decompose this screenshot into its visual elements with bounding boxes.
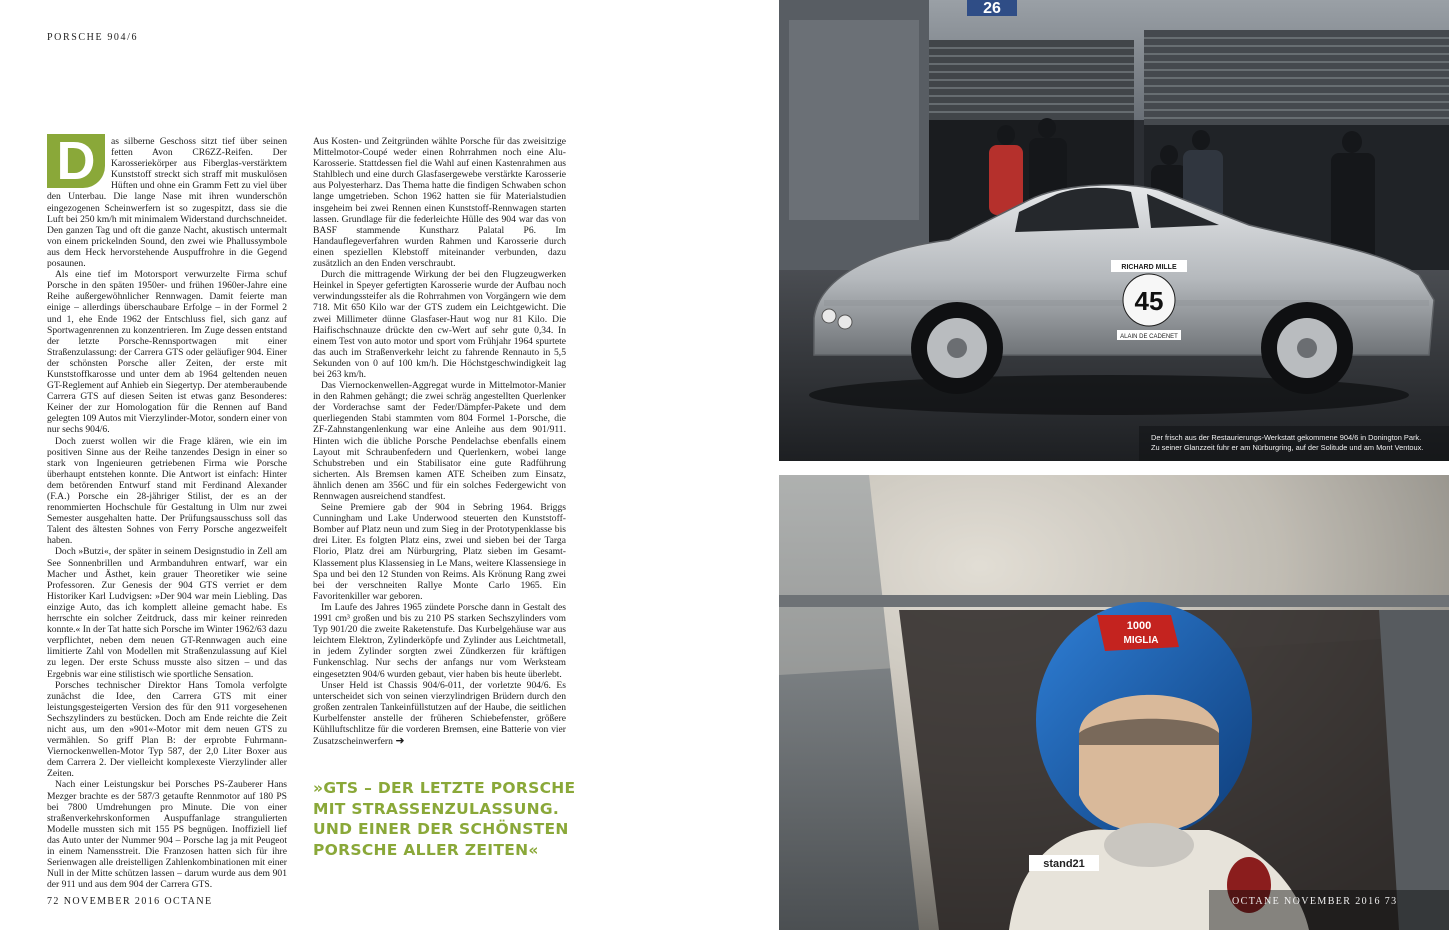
text-column-1 — [47, 131, 287, 891]
sponsor-label: RICHARD MILLE — [1121, 264, 1177, 271]
pull-quote-line: »GTS – DER LETZTE PORSCHE — [313, 779, 576, 797]
photo-caption — [1151, 433, 1441, 452]
helmet-badge-top: 1000 — [1126, 620, 1152, 632]
garage-number: 26 — [983, 0, 1001, 17]
paragraph: Das Viernockenwellen-Aggregat wurde in Mittelmotor-Manier in den Rahmen gehängt; die zwei schräg angestellten Querlenker der Vorderachse samt der Feder/Dämpfer-Pakete und dem querliegenden Stabi stammten vom 804 Formel 1-Porsche, die ZF-Zahnstangenlenkung war eine Anleihe aus dem 901/911. Hinten wich die übliche Porsche Pendelachse ebenfalls einem Layout mit Schraubenfedern und Querlenkern, wobei lange Schubstreben und ein Stabilisator eine gute Radführung sicherten. Als Bremsen kamen ATE Scheiben zum Einsatz, ähnlich denen am 356C und für ein solches Federgewicht von Rennwagen ausreichend standfest. — [313, 380, 566, 502]
pull-quote-line: PORSCHE ALLER ZEITEN« — [313, 840, 539, 859]
folio-right: OCTANE NOVEMBER 2016 73 — [1232, 896, 1398, 907]
paragraph-text: Unser Held ist Chassis 904/6-011, der vorletzte 904/6. Es unterscheidet sich von seinen vierzylindrigen Brüdern durch den großen zentralen Tankeinfüllstutzen auf der Haube, die seitlichen Kurbelfenster anstelle der früheren Schiebefenster, größere Kühlluftschlitze für die vorderen Bremsen, eine Batterie von vier Zusatzscheinwerfern — [313, 679, 566, 748]
driver-plate: ALAIN DE CADENET — [1120, 334, 1178, 340]
pull-quote-line: MIT STRASSENZULASSUNG. — [313, 799, 560, 818]
pull-quote — [313, 778, 583, 860]
race-number: 45 — [1134, 286, 1164, 316]
text-column-2 — [313, 136, 566, 747]
photo-illustration — [779, 475, 1449, 930]
suit-logo: stand21 — [1043, 858, 1085, 870]
photo-porsche-pit-garage — [779, 0, 1449, 461]
paragraph: Aus Kosten- und Zeitgründen wählte Porsche für das zweisitzige Mittelmotor-Coupé weder einen Rohrrahmen noch eine Alu-Karosserie. Stattdessen fiel die Wahl auf einen Kastenrahmen aus Stahlblech und eine durch Glasfasergewebe verstärkte Karosserie aus Polyesterharz. Das Thema hatte die findigen Schwaben schon lange umgetrieben. Schon 1962 hatten sie für Materialstudien insgeheim bei zwei Rennen einen Kunststoff-Rennwagen starten lassen. Grundlage für die federleichte Hülle des 904 war das von BASF stammende Kunstharz Palatal P6. Im Handauflegeverfahren wurden Rahmen und Karosserie durch einen speziellen Klebstoff miteinander verbunden, dazu zusätzlich an den Enden verschraubt. — [313, 136, 566, 270]
pull-quote-line: UND EINER DER SCHÖNSTEN — [313, 820, 569, 839]
photo-illustration — [779, 0, 1449, 461]
paragraph: Als eine tief im Motorsport verwurzelte Firma schuf Porsche in den späten 1950er- und frühen 1960er-Jahre eine Reihe außergewöhnlicher Rennwagen. Damit feierte man einige – allerdings überschaubare Erfolge – in der Formel 2 und 1, ehe Ende 1962 der Entschluss fiel, sich ganz auf Sportwagenrennen zu konzentrieren. Im Zuge dessen entstand der letzte Porsche-Rennsportwagen mit einer Straßenzulassung: der Carrera GTS oder geläufiger 904. Einer der schönsten Porsche aller Zeiten, der erste mit Kunststoffkarosse und unter dem ab 1964 geltenden neuen GT-Reglement auf Anhieb ein Siegertyp. Der atemberaubende Carrera GTS auf diesen Seiten ist etwas ganz Besonderes: Keiner der zur Homologation für die Rennen auf Band gelegten 109 Autos mit Vierzylinder-Motor, sondern einer von nur sechs 904/6. — [47, 269, 287, 436]
running-head: PORSCHE 904/6 — [47, 32, 139, 43]
paragraph: Porsches technischer Direktor Hans Tomola verfolgte zunächst die Idee, den Carrera GTS mit einer leistungsgesteigerten Version des für den 911 vorgesehenen Sechszylinders zu bestücken. Doch am Ende reichte die Zeit nicht aus, um den »901«-Motor mit dem neuen GTS zu vermählen. So griff Plan B: der erprobte Fuhrmann-Viernockenwellen-Motor Typ 587, der 2,0 Liter Boxer aus dem Carrera 2. Der vielleicht komplexeste Vierzylinder aller Zeiten. — [47, 679, 287, 780]
paragraph: Durch die mittragende Wirkung der bei den Flugzeugwerken Heinkel in Speyer gefertigten Karosserie wurde der Aufbau noch verwindungssteifer als die Rohrrahmen von Vorgängern wie dem 718. Mit 650 Kilo war der GTS zudem ein Leichtgewicht. Die zwei Millimeter dünne Glasfaser-Haut wog nur 81 Kilo. Die Haifischschnauze drückte den cw-Wert auf sehr gute 0,34. In einem Test von auto motor und sport vom Frühjahr 1964 spurtete das auch im Straßenverkehr leicht zu fahrende Rennauto in 5,5 Sekunden von 0 auf 100 km/h. Die Höchstgeschwindigkeit lag bei 263 km/h. — [313, 269, 566, 380]
continue-arrow-icon: ➜ — [395, 734, 405, 748]
caption-line: Zu seiner Glanzzeit fuhr er am Nürburgring, auf der Solitude und am Mont Ventoux. — [1151, 442, 1424, 452]
paragraph: Doch zuerst wollen wir die Frage klären, wie ein im positiven Sinne aus der Reihe tanzendes Design in einer so stark von Ingenieuren getriebenen Firma wie Porsche überhaupt entstehen konnte. Die Antwort ist einfach: Hinter dem betörenden Entwurf stand mit Ferdinand Alexander (F.A.) Porsche ein 28-jähriger Stilist, der es an der renommierten Hochschule für Gestaltung in Ulm nur zwei Semester ausgehalten hatte. Der Prüfungsausschuss soll das Talent des ältesten Sohnes von Ferry Porsche angezweifelt haben. — [47, 435, 287, 547]
paragraph: Nach einer Leistungskur bei Porsches PS-Zauberer Hans Mezger brachte es der 587/3 getaufte Rennmotor auf 180 PS bei 7800 Umdrehungen pro Minute. Die von einer straßenverkehrskonformen Auspuffanlage strangulierten Modelle mussten sich mit 155 PS begnügen. Inoffiziell lief das Auto unter der Nummer 904 – Porsche lag ja mit Peugeot in einem Namensstreit. Die Franzosen hatten sich für ihre Serienwagen alle dreistelligen Zahlenkombinationen mit einer Null in der Mitte schützen lassen – darum wurde aus dem 901 der 911 und aus dem 904 der Carrera GTS. — [47, 779, 287, 891]
photo-driver-helmet — [779, 475, 1449, 930]
paragraph-with-continue — [313, 680, 566, 748]
paragraph: as silberne Geschoss sitzt tief über seinen fetten Avon CR6ZZ-Reifen. Der Karosseriekörper aus Fiberglas-verstärktem Kunststoff streckt sich straff mit muskulösen Hüften und ohne ein Gramm Fett zu viel über den Unterbau. Die lange Nase mit ihren wunderschön eingezogenen Scheinwerfern ist so zugespitzt, dass sie die Luft bei 250 km/h mit minimalem Widerstand durchschneidet. Den ganzen Tag und oft die ganze Nacht, akustisch untermalt von einem prickelnden Sound, den zwei wie Phallussymbole aus dem Heck hervorstehende Auspuffrohre in die Gegend posaunen. — [47, 136, 287, 270]
folio-left: 72 NOVEMBER 2016 OCTANE — [47, 896, 213, 907]
drop-cap: D — [47, 134, 105, 188]
paragraph: Im Laufe des Jahres 1965 zündete Porsche dann in Gestalt des 1991 cm³ großen und bis zu 210 PS starken Sechszylinders vom Typ 901/20 die zweite Raketenstufe. Das Kurbelgehäuse war aus leichtem Elektron, Zylinderköpfe und Zylinder aus Leichtmetall, in jedem Zylinder sorgten zwei Zündkerzen für kräftigen Funkenschlag. Nur sechs der anfangs nur vom Werksteam eingesetzten 904/6 wurden gebaut, vier haben bis heute überlebt. — [313, 601, 566, 680]
caption-line: Der frisch aus der Restaurierungs-Werkstatt gekommene 904/6 in Donington Park. — [1151, 433, 1422, 442]
helmet-badge-bottom: MIGLIA — [1123, 635, 1159, 646]
paragraph: Seine Premiere gab der 904 in Sebring 1964. Briggs Cunningham und Lake Underwood steuerten den Kunststoff-Bomber auf Platz neun und zum Sieg in der Prototypenklasse bis drei Liter. Es folgten Platz eins, zwei und sieben bei der Targa Florio, Platz drei am Nürburgring, Platz sieben im Gesamt-Klassement plus Klassensieg in Le Mans, weitere Klassensiege in Spa und bei den 12 Stunden von Reims. Als Krönung Rang zwei bei der verschneiten Rallye Monte Carlo 1965. Ein Favoritenkiller war geboren. — [313, 502, 566, 602]
paragraph: Doch »Butzi«, der später in seinem Designstudio in Zell am See Sonnenbrillen und Armbanduhren entwarf, war ein Macher und Ästhet, kein grauer Theoretiker wie seine Professoren. Zur Genesis der 904 GTS verriet er dem Historiker Karl Ludvigsen: »Der 904 war mein Liebling. Das einzige Auto, das ich komplett alleine gemacht habe. Es herrschte ein solcher Zeitdruck, dass mir keiner reinreden konnte.« In der Tat hatte sich Porsche im Winter 1962/63 dazu verpflichtet, neben dem neuen GT-Rennwagen auch eine limitierte Zahl von Modellen mit Straßenzulassung auf Kiel zu legen. Der erste Schuss musste also sitzen – und das Ergebnis war eine stilistisch wie sportliche Sensation. — [47, 546, 287, 680]
